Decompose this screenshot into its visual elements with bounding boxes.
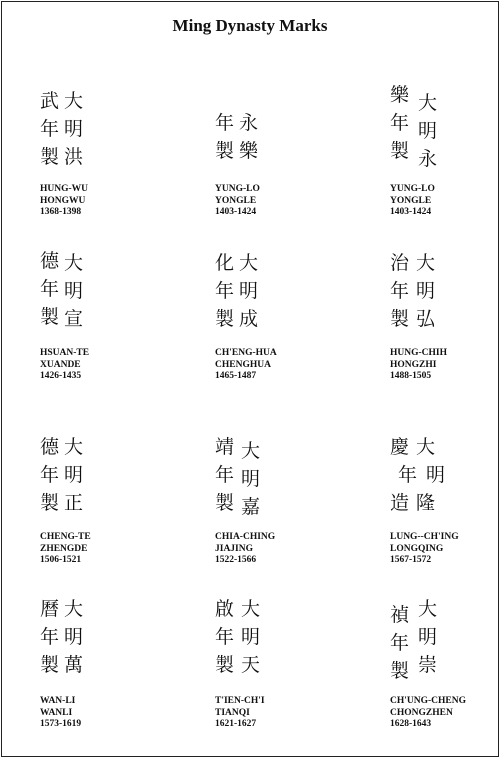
reign-years: 1628-1643 (390, 719, 432, 729)
reign-years: 1567-1572 (390, 555, 432, 565)
mark-zhengde (40, 432, 190, 592)
mark-char: 年 (398, 464, 418, 486)
mark-char: 年 (390, 280, 410, 302)
reign-name-pinyin: TIANQI (215, 707, 250, 718)
reign-name-wade-giles: HSUAN-TE (40, 348, 90, 358)
mark-caption (215, 348, 277, 383)
mark-caption (40, 696, 81, 731)
mark-char: 禎 (390, 604, 410, 626)
mark-char: 年 (40, 626, 60, 648)
page-title: Ming Dynasty Marks (172, 16, 328, 35)
reign-name-pinyin: ZHENGDE (40, 543, 88, 554)
reign-mark (40, 248, 140, 338)
mark-char: 樂 (390, 84, 410, 106)
reign-mark (40, 84, 140, 174)
reign-years: 1403-1424 (215, 207, 257, 217)
reign-name-wade-giles: CH'UNG-CHENG (390, 696, 466, 706)
mark-char: 靖 (215, 436, 235, 458)
mark-char: 樂 (239, 140, 259, 162)
mark-jiajing (215, 432, 365, 592)
reign-years: 1368-1398 (40, 207, 82, 217)
mark-char: 大 (416, 436, 436, 458)
mark-char: 明 (241, 468, 261, 490)
mark-char: 年 (40, 464, 60, 486)
reign-name-wade-giles: YUNG-LO (215, 184, 260, 194)
mark-char: 大 (64, 436, 84, 458)
mark-caption (215, 532, 275, 567)
mark-char: 製 (40, 146, 60, 168)
mark-yongle-seal (215, 84, 365, 244)
mark-char: 製 (215, 492, 235, 514)
mark-char: 製 (390, 140, 410, 162)
reign-mark (215, 596, 315, 686)
mark-char: 德 (40, 436, 60, 458)
mark-caption (390, 184, 435, 219)
mark-chenghua (215, 248, 365, 408)
mark-char: 化 (215, 252, 235, 274)
reign-years: 1403-1424 (390, 207, 432, 217)
mark-char: 啟 (215, 598, 235, 620)
mark-caption (40, 532, 91, 567)
mark-char: 大 (64, 598, 84, 620)
reign-years: 1573-1619 (40, 719, 82, 729)
mark-char: 明 (241, 626, 261, 648)
reign-mark (390, 248, 490, 338)
mark-xuande (40, 248, 190, 408)
mark-wanli (40, 596, 190, 756)
mark-char: 治 (390, 252, 410, 274)
mark-char: 明 (418, 626, 438, 648)
reign-years: 1465-1487 (215, 371, 257, 381)
mark-caption (40, 348, 89, 383)
mark-caption (390, 348, 447, 383)
reign-mark (215, 84, 315, 174)
mark-char: 永 (418, 148, 438, 170)
mark-char: 明 (64, 626, 84, 648)
mark-char: 製 (215, 308, 235, 330)
mark-char: 年 (40, 118, 60, 140)
mark-char: 崇 (418, 654, 438, 676)
mark-tianqi (215, 596, 365, 756)
reign-name-pinyin: CHONGZHEN (390, 707, 453, 718)
reign-mark (390, 432, 490, 522)
mark-chongzhen (390, 596, 500, 756)
reign-mark (215, 248, 315, 338)
mark-char: 武 (40, 90, 60, 112)
mark-char: 製 (40, 492, 60, 514)
reign-years: 1621-1627 (215, 719, 257, 729)
mark-char: 宣 (64, 308, 84, 330)
mark-char: 年 (215, 112, 235, 134)
reign-name-pinyin: WANLI (40, 707, 73, 718)
mark-char: 成 (239, 308, 259, 330)
mark-caption (390, 532, 459, 567)
mark-char: 明 (418, 120, 438, 142)
mark-char: 年 (215, 280, 235, 302)
reign-name-pinyin: YONGLE (215, 195, 257, 206)
mark-char: 造 (390, 492, 410, 514)
mark-char: 製 (215, 654, 235, 676)
mark-longqing (390, 432, 500, 592)
mark-char: 大 (239, 252, 259, 274)
reign-name-pinyin: LONGQING (390, 543, 444, 554)
mark-char: 明 (416, 280, 436, 302)
reign-name-pinyin: XUANDE (40, 359, 81, 370)
reign-name-pinyin: HONGWU (40, 195, 86, 206)
mark-char: 隆 (416, 492, 436, 514)
reign-name-wade-giles: T'IEN-CH'I (215, 696, 265, 706)
mark-char: 弘 (416, 308, 436, 330)
reign-name-pinyin: YONGLE (390, 195, 432, 206)
reign-mark (390, 84, 490, 174)
mark-char: 嘉 (241, 496, 261, 518)
mark-char: 大 (241, 440, 261, 462)
reign-name-wade-giles: LUNG--CH'ING (390, 532, 459, 542)
reign-name-wade-giles: WAN-LI (40, 696, 76, 706)
reign-name-wade-giles: CH'ENG-HUA (215, 348, 277, 358)
reign-years: 1522-1566 (215, 555, 257, 565)
mark-char: 製 (390, 308, 410, 330)
reign-name-wade-giles: HUNG-WU (40, 184, 89, 194)
page (1, 1, 499, 757)
mark-char: 明 (64, 118, 84, 140)
reign-years: 1426-1435 (40, 371, 82, 381)
mark-char: 製 (215, 140, 235, 162)
mark-char: 大 (416, 252, 436, 274)
reign-name-pinyin: HONGZHI (390, 359, 437, 370)
mark-caption (215, 184, 260, 219)
mark-char: 洪 (64, 146, 84, 168)
reign-name-wade-giles: CHIA-CHING (215, 532, 276, 542)
mark-char: 大 (418, 92, 438, 114)
mark-char: 明 (64, 464, 84, 486)
reign-name-pinyin: CHENGHUA (215, 359, 271, 370)
mark-hongzhi (390, 248, 500, 408)
mark-char: 大 (64, 90, 84, 112)
mark-hongwu (40, 84, 190, 244)
reign-mark (215, 432, 315, 522)
mark-char: 製 (40, 654, 60, 676)
reign-years: 1506-1521 (40, 555, 82, 565)
mark-char: 年 (215, 626, 235, 648)
mark-char: 萬 (64, 654, 84, 676)
mark-char: 曆 (40, 598, 60, 620)
mark-char: 正 (64, 492, 84, 514)
mark-char: 年 (390, 112, 410, 134)
reign-name-pinyin: JIAJING (215, 543, 254, 554)
mark-yongle (390, 84, 500, 244)
reign-name-wade-giles: HUNG-CHIH (390, 348, 447, 358)
mark-char: 天 (241, 654, 261, 676)
mark-char: 製 (40, 306, 60, 328)
mark-caption (390, 696, 466, 731)
reign-name-wade-giles: CHENG-TE (40, 532, 91, 542)
mark-char: 慶 (390, 436, 410, 458)
mark-char: 大 (418, 598, 438, 620)
mark-char: 明 (239, 280, 259, 302)
reign-mark (40, 596, 140, 686)
reign-mark (390, 596, 490, 686)
reign-mark (40, 432, 140, 522)
mark-char: 製 (390, 660, 410, 682)
mark-caption (215, 696, 265, 731)
mark-char: 永 (239, 112, 259, 134)
reign-years: 1488-1505 (390, 371, 432, 381)
reign-name-wade-giles: YUNG-LO (390, 184, 435, 194)
mark-char: 大 (64, 252, 84, 274)
mark-char: 大 (241, 598, 261, 620)
mark-char: 明 (426, 464, 446, 486)
mark-char: 年 (215, 464, 235, 486)
mark-char: 德 (40, 250, 60, 272)
mark-char: 年 (390, 632, 410, 654)
mark-caption (40, 184, 88, 219)
mark-char: 明 (64, 280, 84, 302)
mark-char: 年 (40, 278, 60, 300)
